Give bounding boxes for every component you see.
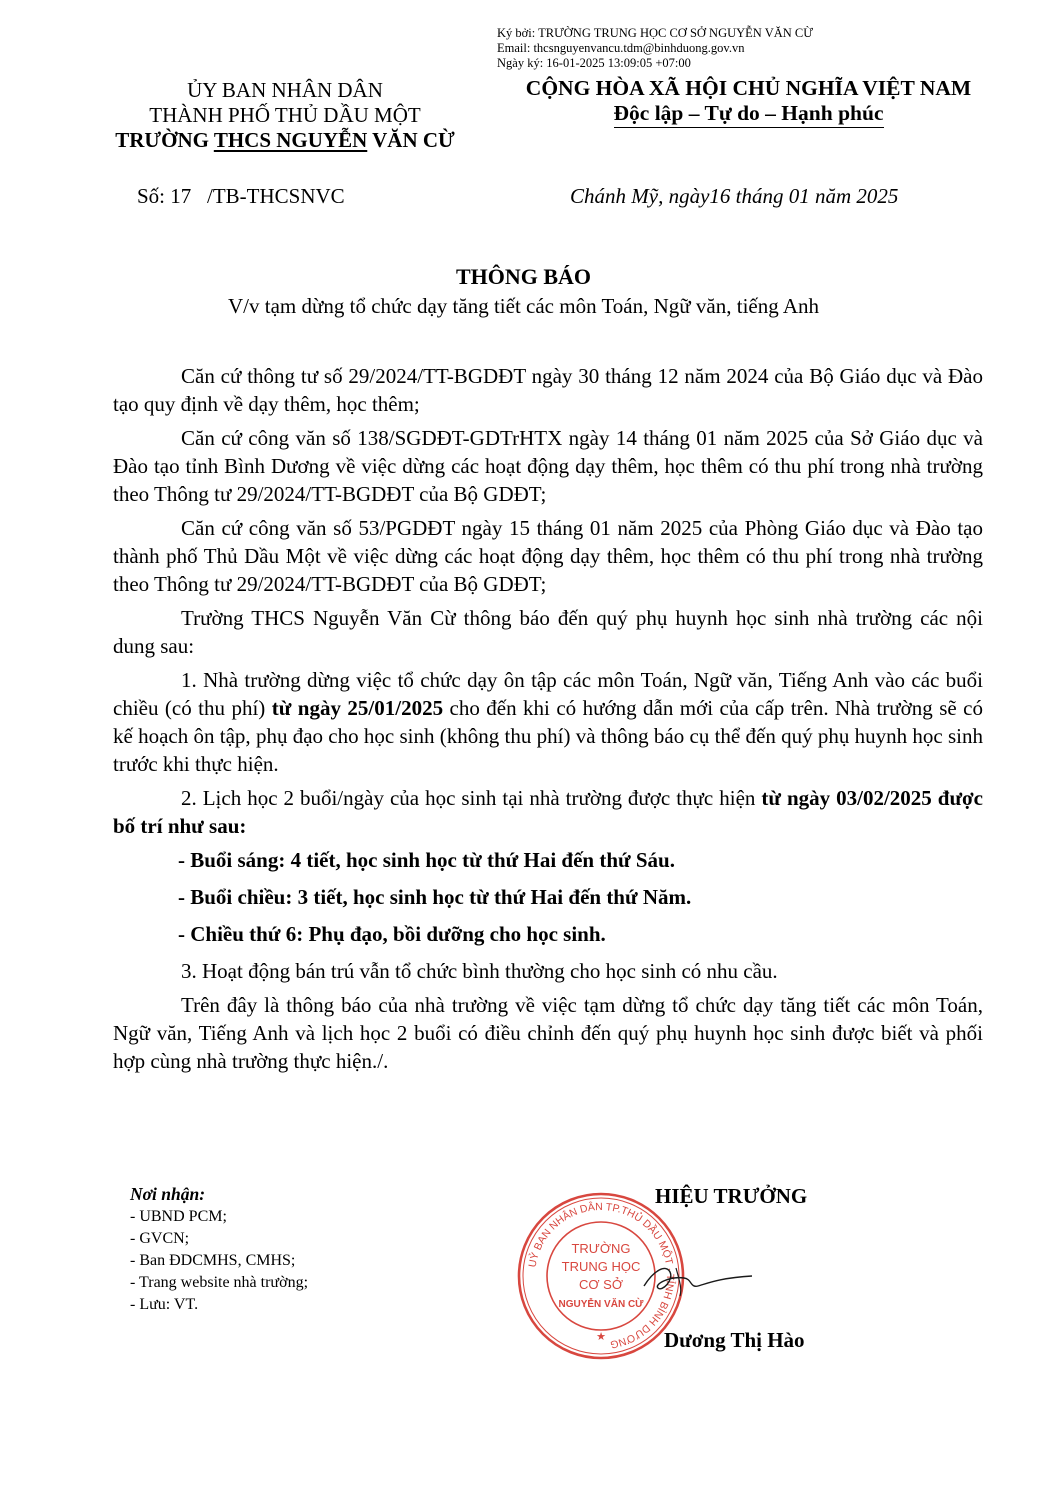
document-number: Số: 17 /TB-THCSNVC [137,184,345,208]
signer-email: Email: thcsnguyenvancu.tdm@binhduong.gov.vn [497,41,745,55]
closing-paragraph: Trên đây là thông báo của nhà trường về việc tạm dừng tổ chức dạy tăng tiết các môn Toán, Ngữ văn, Tiếng Anh và lịch học 2 buổi có điều chỉnh đến quý phụ huynh học sinh được biết và phối hợp cùng nhà trường thực hiện./. [113,993,983,1073]
schedule-afternoon: - Buổi chiều: 3 tiết, học sinh học từ thứ Hai đến thứ Năm. [178,885,692,909]
school-name-prefix: TRƯỜNG [115,128,214,152]
handwritten-signature-icon [640,1256,755,1302]
seal-line-4: NGUYỄN VĂN CỪ [558,1299,644,1310]
seal-line-2: TRUNG HỌC [561,1259,641,1274]
signer-line: Ký bởi: TRƯỜNG TRUNG HỌC CƠ SỞ NGUYỄN VĂN CỪ [497,26,813,40]
item-2-text: 2. Lịch học 2 buổi/ngày của học sinh tại nhà trường được thực hiện [181,786,762,810]
announcement-item-1 [113,666,983,778]
authority-line-1: ỦY BAN NHÂN DÂN [187,78,383,102]
recipients-heading: Nơi nhận: [130,1184,206,1204]
document-body [113,362,983,1081]
seal-line-1: TRƯỜNG [571,1241,631,1256]
recipient-item: - Trang website nhà trường; [130,1274,309,1291]
announcement-item-2 [113,784,983,840]
school-name [70,128,500,153]
national-motto: Độc lập – Tự do – Hạnh phúc [614,101,884,128]
place-and-date: Chánh Mỹ, ngày16 tháng 01 năm 2025 [570,184,899,208]
announcement-intro: Trường THCS Nguyễn Văn Cừ thông báo đến quý phụ huynh học sinh nhà trường các nội dung sau: [113,606,983,658]
school-name-suffix: VĂN CỪ [367,128,455,152]
recipients-list [130,1183,308,1316]
document-subtitle: V/v tạm dừng tổ chức dạy tăng tiết các môn Toán, Ngữ văn, tiếng Anh [228,294,819,318]
item-1-text-a: 1. Nhà trường dừng việc tổ chức dạy ôn tập các môn Toán, Ngữ văn, Tiếng Anh vào các buổi chiều (có thu phí) [113,668,983,720]
document-title: THÔNG BÁO [455,264,592,289]
announcement-item-3: 3. Hoạt động bán trú vẫn tổ chức bình thường cho học sinh có nhu cầu. [181,959,778,983]
recipient-item: - GVCN; [130,1230,190,1247]
school-name-underlined: THCS NGUYỄN [213,128,368,152]
basis-paragraph-1: Căn cứ thông tư số 29/2024/TT-BGDĐT ngày 30 tháng 12 năm 2024 của Bộ Giáo dục và Đào tạo quy định về dạy thêm, học thêm; [113,364,983,416]
signed-date: Ngày ký: 16-01-2025 13:09:05 +07:00 [497,56,691,70]
signer-name: Dương Thị Hào [664,1328,805,1352]
recipient-item: - UBND PCM; [130,1208,227,1225]
recipient-item: - Lưu: VT. [130,1296,199,1313]
country-name: CỘNG HÒA XÃ HỘI CHỦ NGHĨA VIỆT NAM [525,76,972,100]
basis-paragraph-2: Căn cứ công văn số 138/SGDĐT-GDTrHTX ngày 14 tháng 01 năm 2025 của Sở Giáo dục và Đào tạo tỉnh Bình Dương về việc dừng các hoạt động dạy thêm, học thêm có thu phí trong nhà trường theo Thông tư 29/2024/TT-BGDĐT của Bộ GDĐT; [113,426,983,506]
digital-signature-info [497,26,813,71]
seal-star-icon: ★ [596,1330,606,1343]
signer-title: HIỆU TRƯỞNG [655,1184,808,1208]
recipient-item: - Ban ĐDCMHS, CMHS; [130,1252,296,1269]
item-2-date: từ ngày 03/02/2025 được bố trí như sau: [113,786,983,838]
item-1-text-b: cho đến khi có hướng dẫn mới của cấp trên. Nhà trường sẽ có kế hoạch ôn tập, phụ đạo cho học sinh (không thu phí) và thông báo cụ thể đến quý phụ huynh học sinh trước khi thực hiện. [113,696,983,776]
item-1-date: từ ngày 25/01/2025 [271,696,444,720]
basis-paragraph-3: Căn cứ công văn số 53/PGDĐT ngày 15 tháng 01 năm 2025 của Phòng Giáo dục và Đào tạo thành phố Thủ Dầu Một về việc dừng các hoạt động dạy thêm, học thêm có thu phí trong nhà trường theo Thông tư 29/2024/TT-BGDĐT của Bộ GDĐT; [113,516,983,596]
national-header [500,76,997,128]
issuing-authority [70,78,500,153]
authority-line-2: THÀNH PHỐ THỦ DẦU MỘT [149,103,421,127]
seal-ring-text: UỶ BAN NHÂN DÂN TP.THỦ DẦU MỘT · TỈNH BÌNH DƯƠNG [526,1200,677,1351]
schedule-friday: - Chiều thứ 6: Phụ đạo, bồi dưỡng cho học sinh. [178,922,606,946]
schedule-morning: - Buổi sáng: 4 tiết, học sinh học từ thứ Hai đến thứ Sáu. [178,848,675,872]
seal-line-3: CƠ SỞ [579,1277,623,1292]
